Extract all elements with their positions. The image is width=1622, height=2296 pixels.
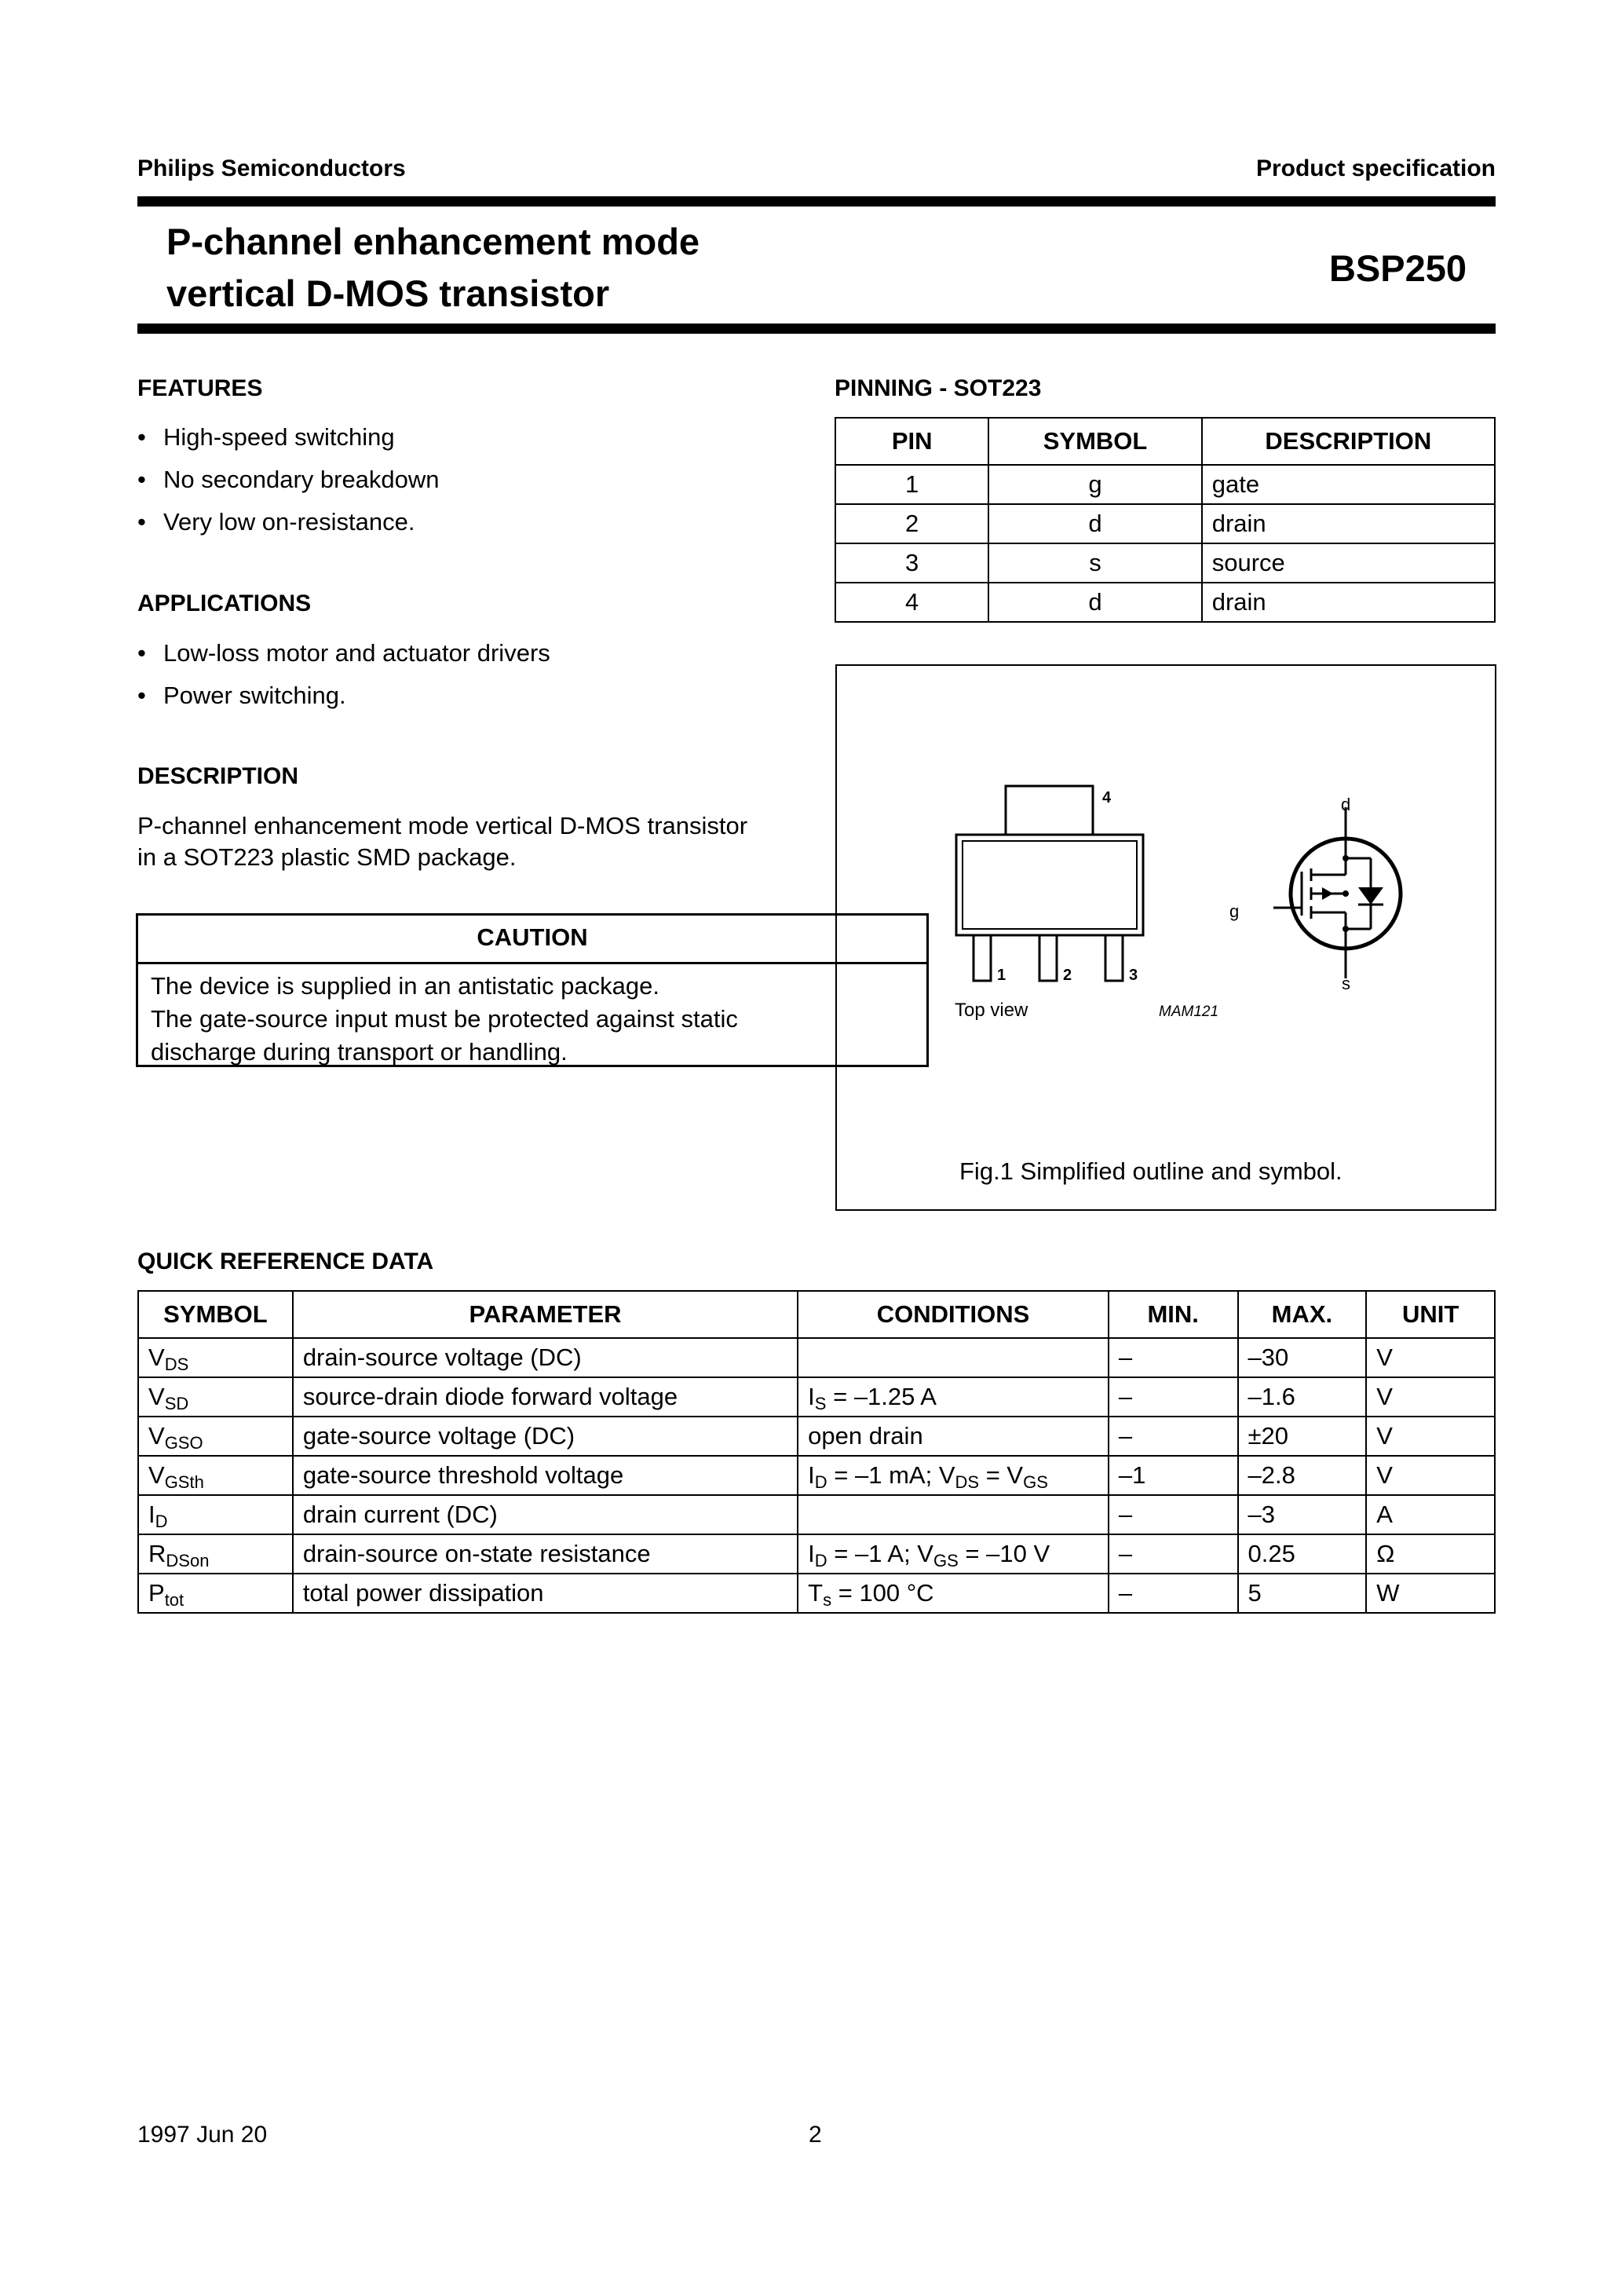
page-title	[166, 216, 700, 320]
max-cell: ±20	[1238, 1417, 1367, 1456]
symbol-subscript: DS	[164, 1355, 189, 1374]
parameter-cell: drain-source on-state resistance	[293, 1534, 798, 1574]
cond-text: I	[808, 1461, 815, 1489]
cond-subscript: D	[814, 1551, 827, 1570]
pin-cell: 2	[835, 504, 988, 543]
max-cell: –1.6	[1238, 1377, 1367, 1417]
symbol-subscript: GSth	[164, 1472, 204, 1492]
parameter-cell: source-drain diode forward voltage	[293, 1377, 798, 1417]
symbol-text: V	[148, 1461, 165, 1489]
description-cell: drain	[1202, 504, 1495, 543]
conditions-cell	[798, 1534, 1109, 1574]
symbol-cell	[138, 1417, 293, 1456]
min-cell: –	[1109, 1574, 1238, 1613]
list-item: • Low-loss motor and actuator drivers	[137, 632, 550, 675]
unit-cell: Ω	[1366, 1534, 1495, 1574]
parameter-cell: gate-source threshold voltage	[293, 1456, 798, 1495]
quick-reference-table	[137, 1290, 1496, 1614]
cond-text: T	[808, 1579, 824, 1607]
symbol-cell	[138, 1495, 293, 1534]
table-header-row	[835, 418, 1495, 465]
symbol-cell: d	[988, 583, 1201, 622]
header-rule	[137, 196, 1496, 207]
mosfet-symbol	[1273, 807, 1401, 978]
table-row	[138, 1377, 1495, 1417]
column-header: MAX.	[1238, 1291, 1367, 1338]
qrd-heading: QUICK REFERENCE DATA	[137, 1249, 434, 1274]
junction-dot	[1343, 926, 1349, 932]
column-header: DESCRIPTION	[1202, 418, 1495, 465]
description-cell: gate	[1202, 465, 1495, 504]
cond-text: = –1 mA; V	[827, 1461, 955, 1489]
symbol-text: I	[148, 1501, 155, 1528]
min-cell: –	[1109, 1534, 1238, 1574]
list-item: • Very low on-resistance.	[137, 501, 440, 543]
cond-text: = –1.25 A	[826, 1383, 937, 1410]
drain-label: d	[1341, 795, 1351, 814]
pinning-table	[835, 417, 1496, 623]
list-item: • High-speed switching	[137, 416, 440, 459]
cond-subscript: GS	[933, 1551, 959, 1570]
unit-cell: V	[1366, 1338, 1495, 1377]
parameter-cell: drain current (DC)	[293, 1495, 798, 1534]
symbol-cell: d	[988, 504, 1201, 543]
footer-date: 1997 Jun 20	[137, 2122, 268, 2148]
pin4-label: 4	[1102, 789, 1112, 806]
junction-dot	[1343, 855, 1349, 861]
channel-arrow	[1322, 887, 1333, 900]
max-cell: 0.25	[1238, 1534, 1367, 1574]
applications-heading: APPLICATIONS	[137, 590, 312, 616]
symbol-cell	[138, 1456, 293, 1495]
cond-subscript: GS	[1023, 1472, 1048, 1492]
parameter-cell: gate-source voltage (DC)	[293, 1417, 798, 1456]
symbol-subscript: DSon	[166, 1551, 210, 1570]
min-cell: –	[1109, 1377, 1238, 1417]
max-cell: 5	[1238, 1574, 1367, 1613]
table-row	[138, 1495, 1495, 1534]
pin-cell: 4	[835, 583, 988, 622]
symbol-cell	[138, 1338, 293, 1377]
conditions-cell	[798, 1338, 1109, 1377]
junction-dot	[1343, 890, 1349, 897]
pin-cell: 1	[835, 465, 988, 504]
source-label: s	[1342, 974, 1350, 993]
top-view-label: Top view	[955, 1000, 1028, 1021]
title-rule	[137, 324, 1496, 334]
column-header: SYMBOL	[138, 1291, 293, 1338]
symbol-subscript: SD	[164, 1394, 189, 1413]
doc-type: Product specification	[1255, 155, 1496, 181]
conditions-cell	[798, 1495, 1109, 1534]
max-cell: –3	[1238, 1495, 1367, 1534]
min-cell: –	[1109, 1495, 1238, 1534]
unit-cell: W	[1366, 1574, 1495, 1613]
unit-cell: V	[1366, 1456, 1495, 1495]
conditions-cell	[798, 1574, 1109, 1613]
figure-box	[835, 664, 1496, 1211]
cond-subscript: DS	[955, 1472, 980, 1492]
unit-cell: V	[1366, 1377, 1495, 1417]
symbol-text: R	[148, 1540, 166, 1567]
cond-text: I	[808, 1383, 815, 1410]
table-row	[835, 504, 1495, 543]
table-row	[138, 1338, 1495, 1377]
symbol-cell: s	[988, 543, 1201, 583]
conditions-cell	[798, 1377, 1109, 1417]
cond-text: I	[808, 1540, 815, 1567]
symbol-cell	[138, 1377, 293, 1417]
body-diode	[1358, 887, 1383, 905]
symbol-cell	[138, 1534, 293, 1574]
cond-subscript: s	[823, 1590, 832, 1610]
caution-line: The gate-source input must be protected against static	[151, 1005, 738, 1033]
unit-cell: A	[1366, 1495, 1495, 1534]
unit-cell: V	[1366, 1417, 1495, 1456]
list-item: • Power switching.	[137, 675, 550, 717]
outline-and-symbol-drawing	[837, 666, 1495, 1209]
package-outline	[956, 786, 1143, 981]
symbol-text: V	[148, 1344, 165, 1371]
caution-text	[138, 964, 926, 1069]
figure-caption: Fig.1 Simplified outline and symbol.	[959, 1157, 1343, 1185]
pin3-label: 3	[1129, 967, 1138, 984]
description-text	[137, 810, 747, 873]
symbol-subscript: tot	[164, 1590, 184, 1610]
caution-box	[136, 913, 929, 1067]
column-header: CONDITIONS	[798, 1291, 1109, 1338]
column-header: SYMBOL	[988, 418, 1201, 465]
page-number: 2	[809, 2122, 822, 2148]
table-header-row	[138, 1291, 1495, 1338]
symbol-text: V	[148, 1422, 165, 1450]
cond-text: = –1 A; V	[827, 1540, 933, 1567]
description-heading: DESCRIPTION	[137, 763, 299, 789]
symbol-subscript: GSO	[164, 1433, 203, 1453]
min-cell: –1	[1109, 1456, 1238, 1495]
part-number: BSP250	[1328, 247, 1467, 289]
features-heading: FEATURES	[137, 375, 263, 401]
company-name: Philips Semiconductors	[137, 155, 406, 181]
caution-line: The device is supplied in an antistatic package.	[151, 972, 659, 1000]
table-row	[835, 465, 1495, 504]
caution-line: discharge during transport or handling.	[151, 1038, 568, 1066]
symbol-text: V	[148, 1383, 165, 1410]
table-row	[835, 583, 1495, 622]
description-line: P-channel enhancement mode vertical D-MOS transistor	[137, 812, 748, 839]
table-row	[138, 1574, 1495, 1613]
pinning-heading: PINNING - SOT223	[835, 375, 1042, 401]
cond-text: = 100 °C	[831, 1579, 934, 1607]
max-cell: –30	[1238, 1338, 1367, 1377]
column-header: PIN	[835, 418, 988, 465]
pin2-label: 2	[1063, 967, 1072, 984]
description-cell: source	[1202, 543, 1495, 583]
caution-heading: CAUTION	[138, 916, 926, 964]
symbol-cell	[138, 1574, 293, 1613]
symbol-text: P	[148, 1579, 165, 1607]
gate-label: g	[1229, 901, 1240, 921]
pin-cell: 3	[835, 543, 988, 583]
applications-list	[137, 632, 550, 717]
cond-text: = V	[979, 1461, 1024, 1489]
min-cell: –	[1109, 1417, 1238, 1456]
symbol-cell: g	[988, 465, 1201, 504]
column-header: UNIT	[1366, 1291, 1495, 1338]
table-row	[138, 1456, 1495, 1495]
max-cell: –2.8	[1238, 1456, 1367, 1495]
description-line: in a SOT223 plastic SMD package.	[137, 843, 517, 871]
title-line-2: vertical D-MOS transistor	[166, 272, 610, 314]
parameter-cell: drain-source voltage (DC)	[293, 1338, 798, 1377]
parameter-cell: total power dissipation	[293, 1574, 798, 1613]
symbol-subscript: D	[155, 1512, 168, 1531]
table-row	[835, 543, 1495, 583]
list-item: • No secondary breakdown	[137, 459, 440, 501]
column-header: MIN.	[1109, 1291, 1238, 1338]
description-cell: drain	[1202, 583, 1495, 622]
column-header: PARAMETER	[293, 1291, 798, 1338]
features-list	[137, 416, 440, 543]
conditions-cell	[798, 1456, 1109, 1495]
table-row	[138, 1417, 1495, 1456]
conditions-cell: open drain	[798, 1417, 1109, 1456]
table-row	[138, 1534, 1495, 1574]
title-line-1: P-channel enhancement mode	[166, 221, 700, 262]
cond-subscript: D	[814, 1472, 827, 1492]
cond-subscript: S	[814, 1394, 827, 1413]
min-cell: –	[1109, 1338, 1238, 1377]
figure-code: MAM121	[1159, 1004, 1219, 1020]
cond-text: = –10 V	[958, 1540, 1050, 1567]
pin1-label: 1	[997, 967, 1006, 984]
